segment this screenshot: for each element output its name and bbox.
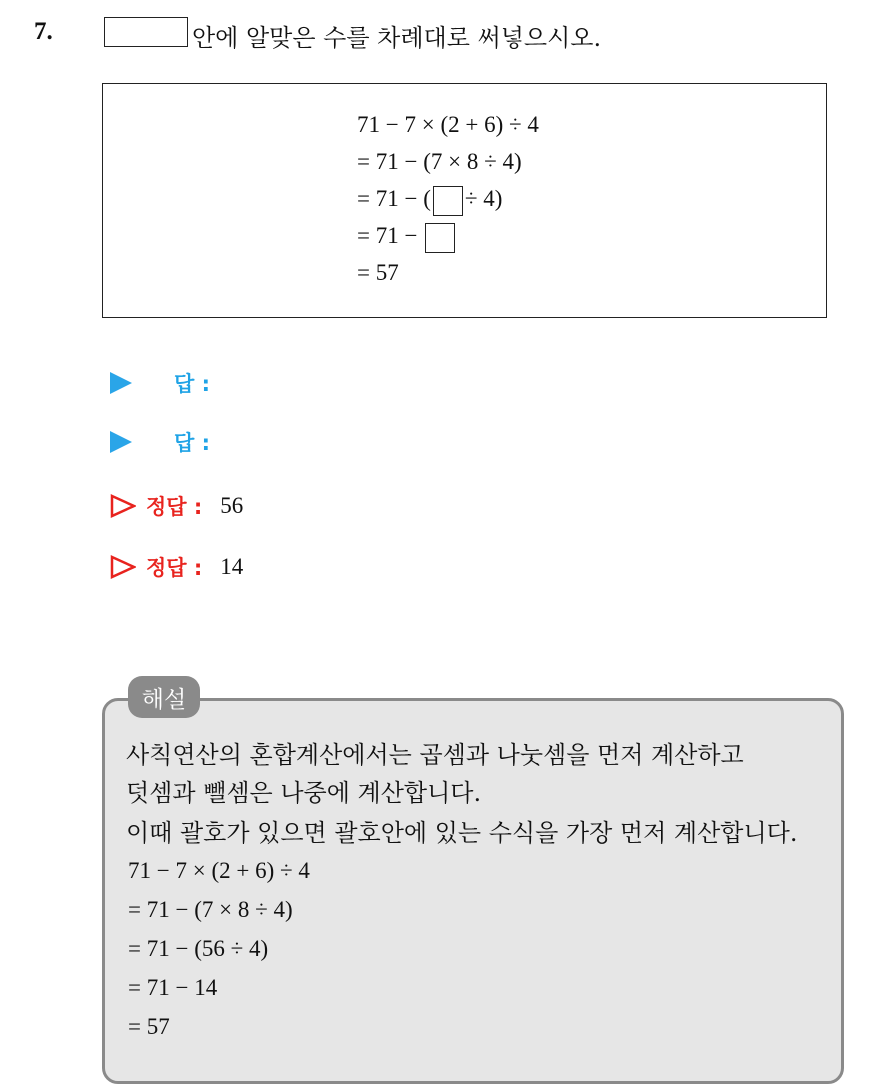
correct-label: 정답 :	[146, 556, 203, 580]
equation-line	[357, 221, 457, 253]
explanation-paragraph: 덧셈과 뺄셈은 나중에 계산합니다.	[126, 779, 482, 807]
correct-value: 14	[220, 554, 244, 579]
question-number: 7.	[34, 18, 53, 45]
equation-line: = 57	[357, 260, 399, 285]
blank-box	[104, 17, 188, 47]
answer-row-1	[110, 366, 210, 400]
equation-text: ÷ 4)	[464, 186, 503, 211]
correct-label: 정답 :	[146, 495, 203, 519]
play-arrow-icon	[110, 431, 132, 453]
equation-text: = 71 − (	[357, 186, 431, 211]
explanation-math-line: = 71 − 14	[128, 975, 218, 1000]
outline-arrow-icon	[110, 555, 136, 579]
answer-label: 답 :	[174, 372, 210, 396]
answer-row-2	[110, 425, 210, 459]
answer-label: 답 :	[174, 431, 210, 455]
explanation-math-line: = 71 − (7 × 8 ÷ 4)	[128, 897, 293, 922]
explanation-math-line: 71 − 7 × (2 + 6) ÷ 4	[128, 858, 310, 883]
explanation-paragraph: 이때 괄호가 있으면 괄호안에 있는 수식을 가장 먼저 계산합니다.	[126, 819, 798, 847]
play-arrow-icon	[110, 372, 132, 394]
equation-line: 71 − 7 × (2 + 6) ÷ 4	[357, 112, 539, 137]
equation-box	[102, 83, 827, 318]
equation-line: = 71 − (7 × 8 ÷ 4)	[357, 149, 522, 174]
blank-box-2	[425, 223, 455, 253]
explanation-math-line: = 57	[128, 1014, 170, 1039]
correct-value: 56	[220, 493, 244, 518]
equation-line	[357, 184, 502, 216]
explanation-paragraph: 사칙연산의 혼합계산에서는 곱셈과 나눗셈을 먼저 계산하고	[126, 741, 744, 769]
outline-arrow-icon	[110, 494, 136, 518]
blank-box-1	[433, 186, 463, 216]
equation-text: = 71 −	[357, 223, 418, 248]
explanation-math-line: = 71 − (56 ÷ 4)	[128, 936, 269, 961]
correct-row-2	[110, 550, 243, 584]
correct-row-1	[110, 489, 243, 523]
question-text: 안에 알맞은 수를 차례대로 써넣으시오.	[192, 24, 602, 52]
explanation-tag: 해설	[128, 676, 200, 718]
